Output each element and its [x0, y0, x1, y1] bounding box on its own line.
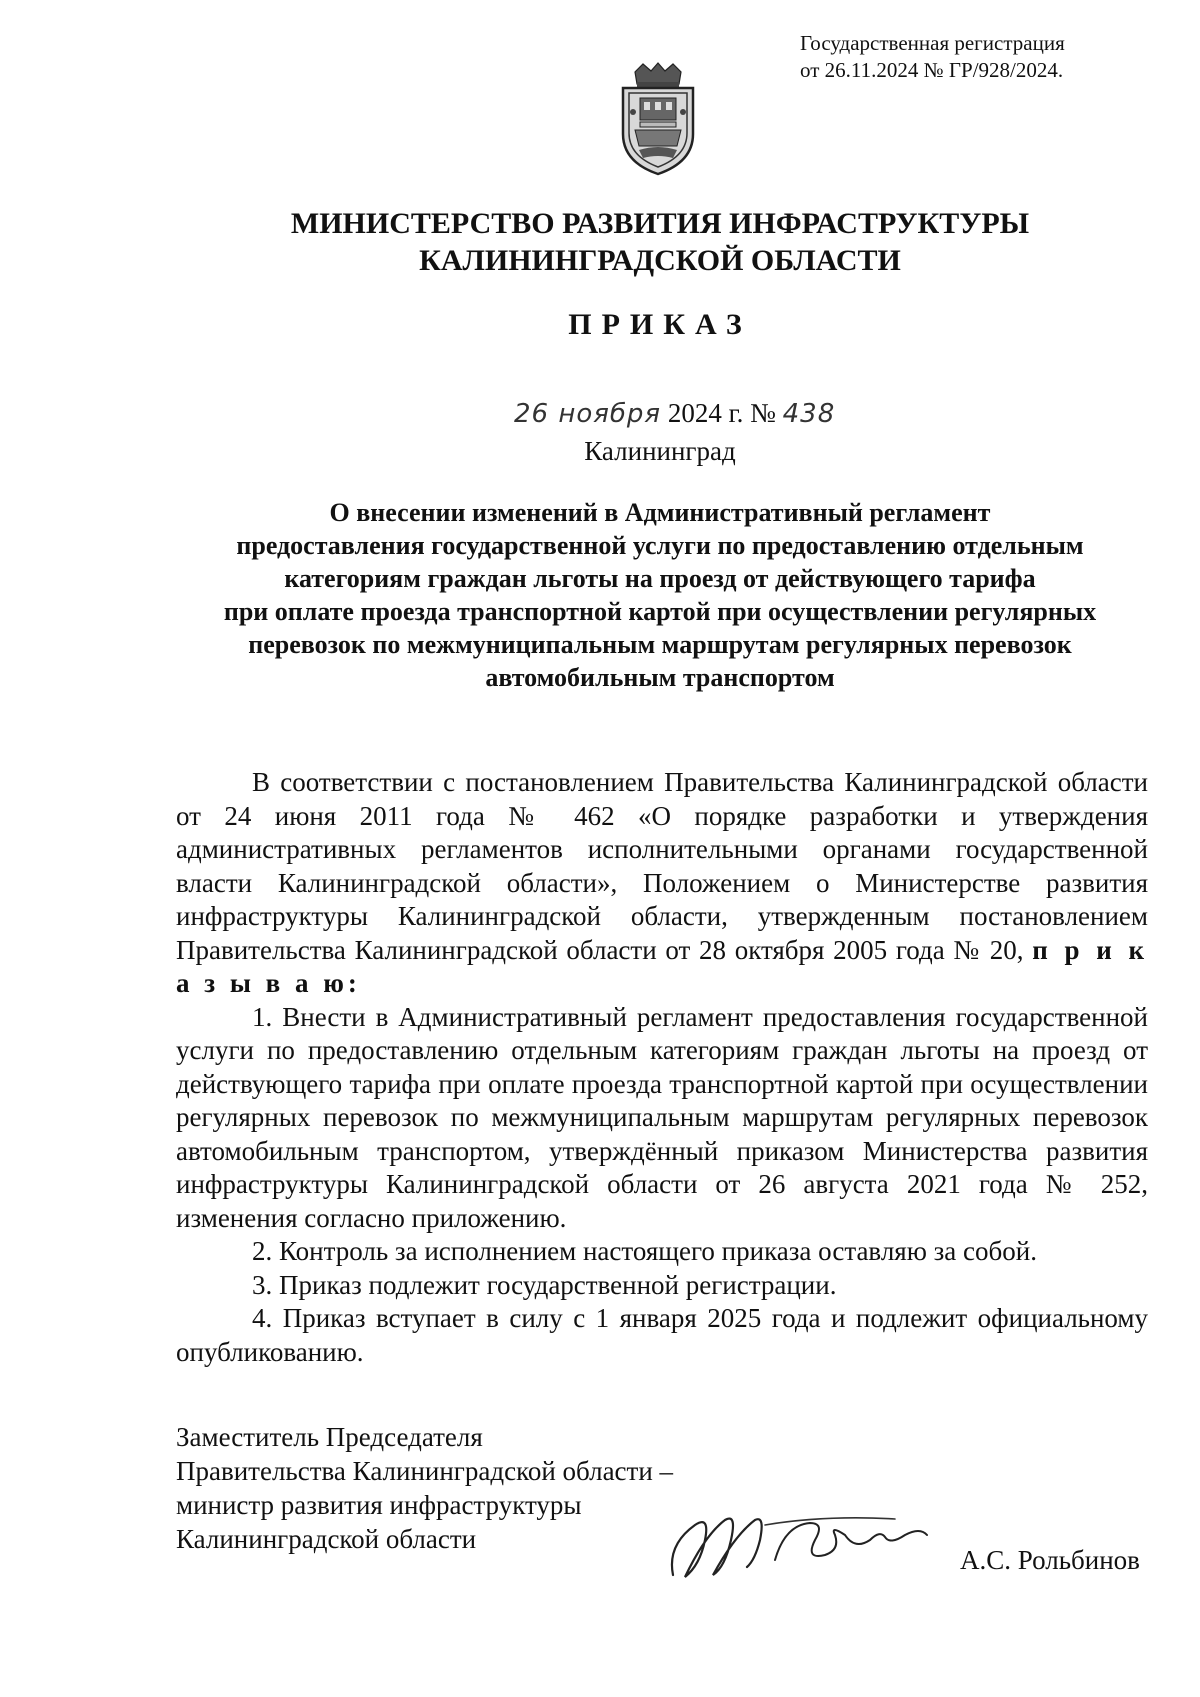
document-type-title: ПРИКАЗ: [568, 308, 752, 341]
order-body: [176, 766, 1148, 1369]
handwritten-order-number: 438: [782, 399, 836, 429]
order-item-3: 3. Приказ подлежит государственной регистрации.: [252, 1269, 837, 1300]
registration-line-2: от 26.11.2024 № ГР/928/2024.: [800, 58, 1064, 82]
year-and-number-label: 2024 г. №: [667, 398, 776, 428]
subject-line-3: категориям граждан льготы на проезд от действующего тарифа: [284, 564, 1036, 593]
ministry-line-1: МИНИСТЕРСТВО РАЗВИТИЯ ИНФРАСТРУКТУРЫ: [290, 207, 1030, 240]
signatory-position: [176, 1420, 736, 1556]
order-subject: [150, 496, 1170, 694]
position-line-2: Правительства Калининградской области –: [176, 1456, 674, 1486]
position-line-4: Калининградской области: [176, 1524, 477, 1554]
order-item-2: 2. Контроль за исполнением настоящего приказа оставляю за собой.: [252, 1236, 1037, 1266]
coat-of-arms-emblem-icon: [613, 62, 703, 177]
subject-line-2: предоставления государственной услуги по предоставлению отдельным: [236, 531, 1084, 560]
state-registration-note: [800, 30, 1180, 84]
position-line-1: Заместитель Председателя: [176, 1422, 483, 1452]
handwritten-signature-icon: [665, 1505, 945, 1585]
ministry-line-2: КАЛИНИНГРАДСКОЙ ОБЛАСТИ: [419, 244, 901, 277]
order-item-1: 1. Внести в Административный регламент предоставления государственной услуги по предоставлению отдельным категориям граждан льготы на проезд от действующего тарифа при оплате проезда транспортной картой при осуществлении регулярных перевозок по межмуниципальным маршрутам регулярных перевозок автомобильным транспортом, утверждённый приказом Министерства развития инфраструктуры Калининградской области от 26 августа 2021 года № 252, изменения согласно приложению.: [176, 1001, 1148, 1233]
signatory-name: А.С. Рольбинов: [960, 1545, 1140, 1575]
position-line-3: министр развития инфраструктуры: [176, 1490, 582, 1520]
subject-line-4: при оплате проезда транспортной картой при осуществлении регулярных: [223, 597, 1097, 626]
order-word: п р и к а з ы в а ю:: [176, 934, 1149, 998]
order-date-number: [514, 398, 835, 429]
handwritten-date: 26 ноября: [514, 399, 662, 429]
preamble-text: В соответствии с постановлением Правительства Калининградской области от 24 июня 2011 года № 462 «О порядке разработки и утверждения административных регламентов исполнительными органами государственной власти Калининградской области», Положением о Министерстве развития инфраструктуры Калининградской области, утвержденным постановлением Правительства Калининградской области от 28 октября 2005 года № 20,: [176, 767, 1148, 965]
subject-line-6: автомобильным транспортом: [485, 663, 835, 692]
subject-line-1: О внесении изменений в Административный регламент: [329, 498, 991, 527]
order-item-4: 4. Приказ вступает в силу с 1 января 2025 года и подлежит официальному опубликованию.: [176, 1303, 1148, 1367]
registration-line-1: Государственная регистрация: [800, 31, 1065, 55]
preamble-paragraph: [176, 766, 1148, 1001]
subject-line-5: перевозок по межмуниципальным маршрутам регулярных перевозок: [248, 630, 1072, 659]
city-name: Калининград: [584, 436, 736, 466]
ministry-name: [0, 205, 1200, 279]
